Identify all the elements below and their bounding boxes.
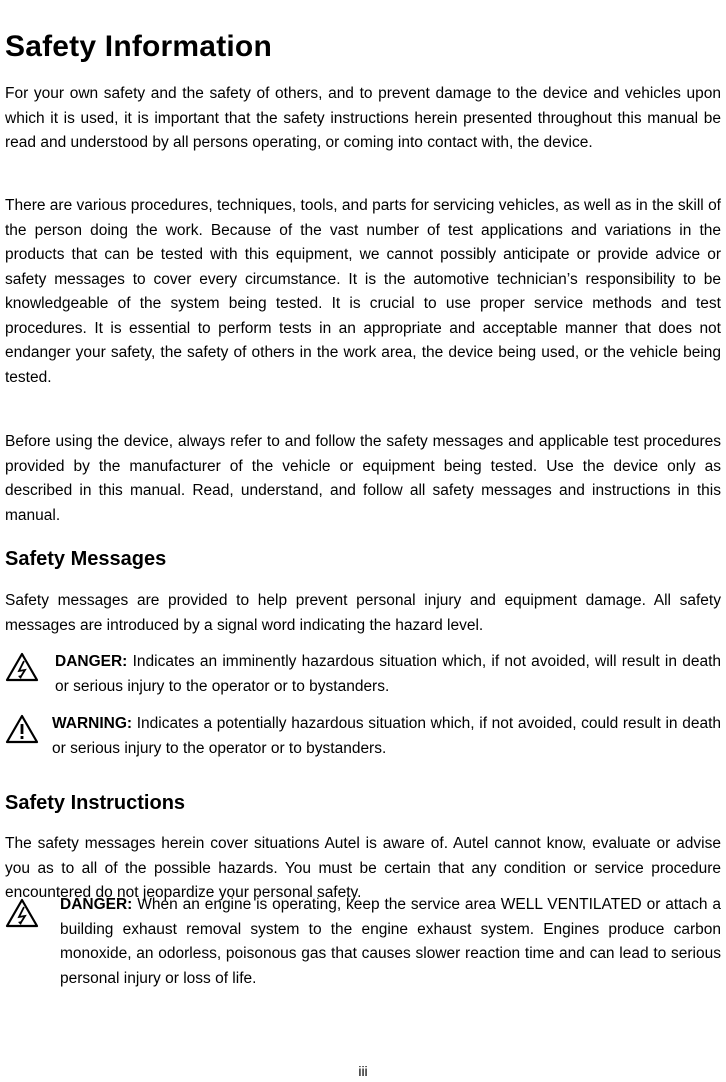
page-title: Safety Information xyxy=(5,30,272,63)
safety-messages-heading: Safety Messages xyxy=(5,548,167,570)
electrical-hazard-icon xyxy=(5,898,39,928)
safety-instructions-text: The safety messages herein cover situations Autel is aware of. Autel cannot know, evaluate or advise you as to all of the possible hazards. You must be certain that any condition or service procedure encountered do not jeopardize your personal safety. xyxy=(5,835,721,901)
warning-notice-text: Indicates a potentially hazardous situation which, if not avoided, could result in death or serious injury to the operator or to bystanders. xyxy=(52,715,721,757)
danger-exhaust-notice xyxy=(5,893,721,1043)
safety-messages-text: Safety messages are provided to help prevent personal injury and equipment damage. All safety messages are introduced by a signal word indicating the hazard level. xyxy=(5,592,721,634)
intro-paragraph-1: For your own safety and the safety of others, and to prevent damage to the device and vehicles upon which it is used, it is important that the safety instructions herein presented throughout this manual be read and understood by all persons operating, or coming into contact with, the device. xyxy=(5,85,721,151)
safety-instructions-heading: Safety Instructions xyxy=(5,792,186,814)
danger-keyword: DANGER: xyxy=(55,653,128,670)
danger-keyword: DANGER: xyxy=(60,896,133,913)
warning-notice xyxy=(5,712,721,764)
intro-paragraph-3: Before using the device, always refer to and follow the safety messages and applicable test procedures provided by the manufacturer of the vehicle or equipment being tested. Use the device only as described in this manual. Read, understand, and follow all safety messages and instructions in this manual. xyxy=(5,433,721,524)
intro-paragraph-2: There are various procedures, techniques, tools, and parts for servicing vehicles, as well as in the skill of the person doing the work. Because of the vast number of test applications and variations in the products that can be tested with this equipment, we cannot possibly anticipate or provide advice or safety messages to cover every circumstance. It is the automotive technician’s responsibility to be knowledgeable of the system being tested. It is crucial to use proper service methods and test procedures. It is essential to perform tests in an appropriate and acceptable manner that does not endanger your safety, the safety of others in the work area, the device being used, or the vehicle being tested. xyxy=(5,197,721,386)
electrical-hazard-icon xyxy=(5,652,39,682)
danger-notice xyxy=(5,650,721,702)
danger-notice-text: Indicates an imminently hazardous situation which, if not avoided, will result in death or serious injury to the operator or to bystanders. xyxy=(55,653,721,695)
warning-icon xyxy=(5,714,39,744)
page-number: iii xyxy=(358,1063,368,1079)
warning-keyword: WARNING: xyxy=(52,715,133,732)
danger-exhaust-text: When an engine is operating, keep the service area WELL VENTILATED or attach a building exhaust removal system to the engine exhaust system. Engines produce carbon monoxide, an odorless, poisonous gas that causes slower reaction time and can lead to serious personal injury or loss of life. xyxy=(60,896,721,987)
